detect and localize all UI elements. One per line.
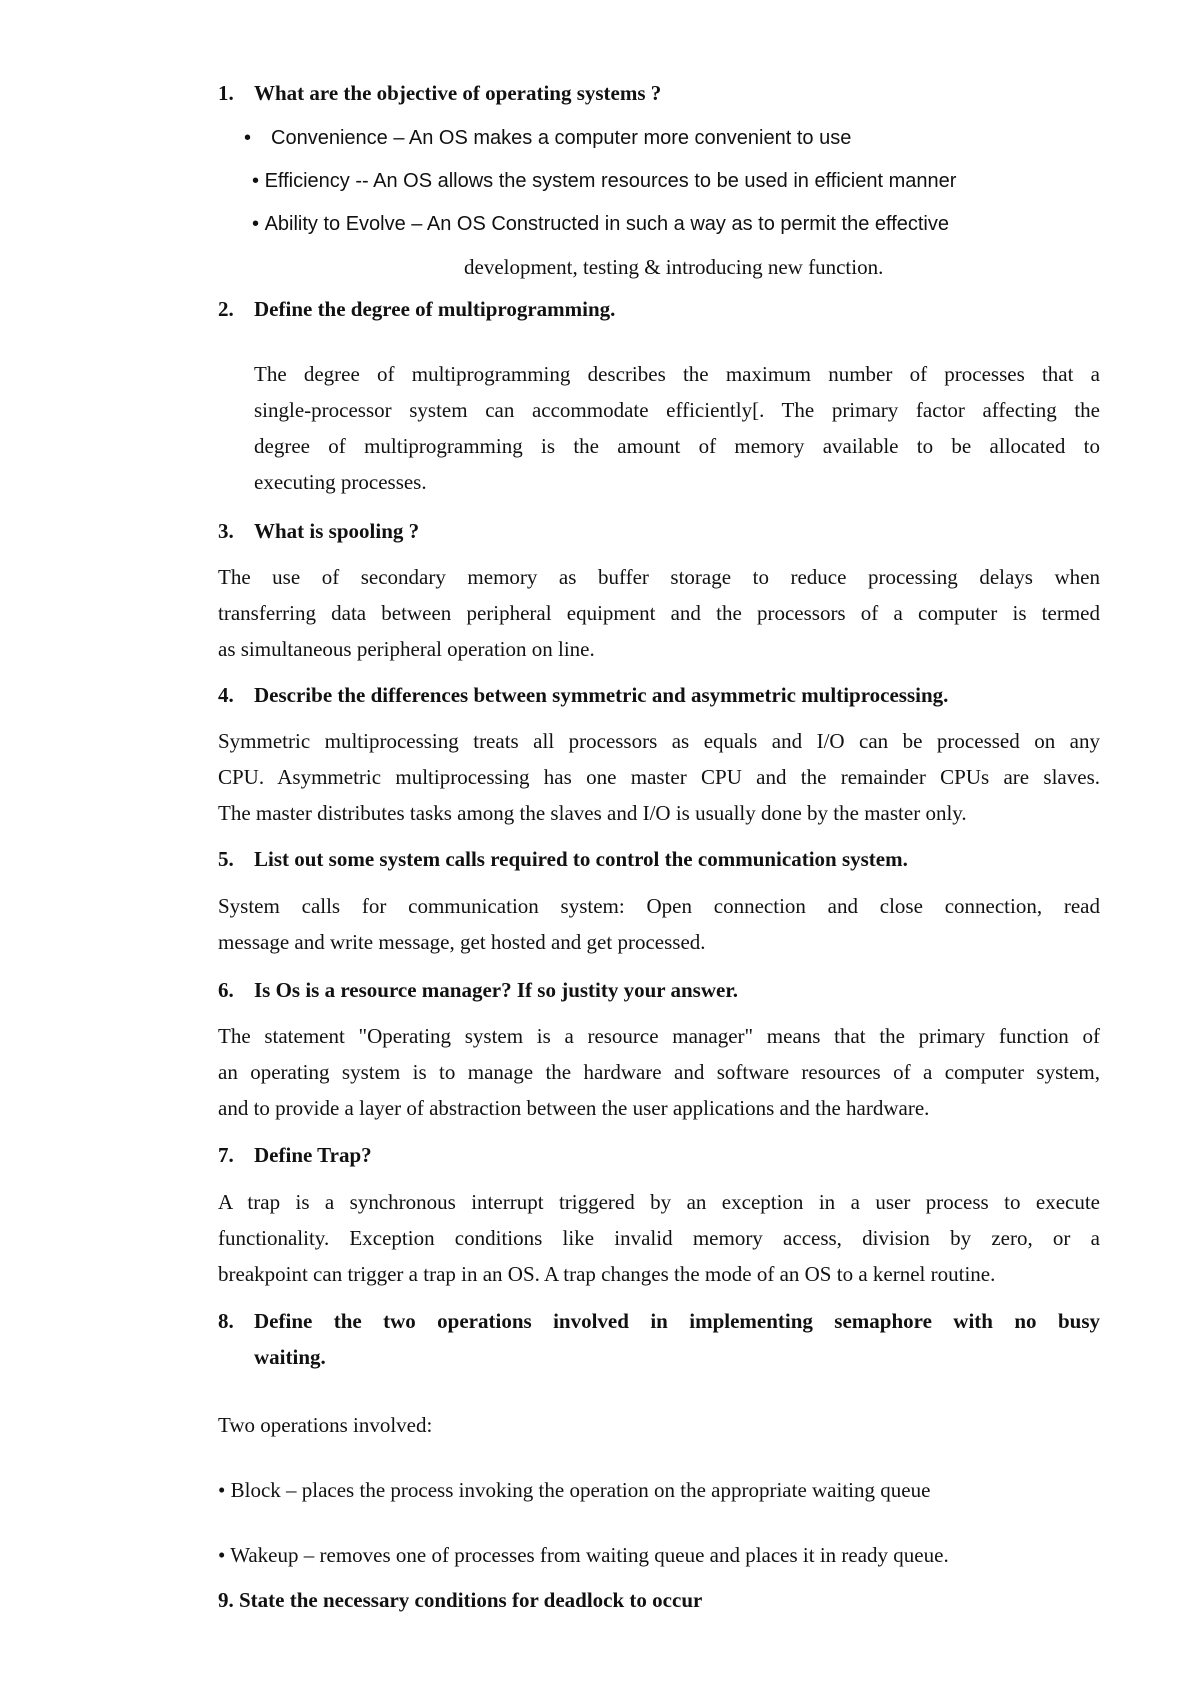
question-number: 9.	[218, 1588, 234, 1612]
question-8-heading	[218, 1307, 254, 1335]
question-9-heading	[218, 1586, 702, 1614]
question-title: Is Os is a resource manager? If so justity your answer.	[254, 978, 738, 1002]
question-title: Define the two operations involved in implementing semaphore with no busy	[254, 1309, 1100, 1333]
answer-line: single-processor system can accommodate efficiently[. The primary factor affecting the	[254, 398, 1100, 422]
question-number: 7.	[218, 1143, 234, 1167]
question-3-heading	[218, 517, 419, 545]
list-item: • Wakeup – removes one of processes from waiting queue and places it in ready queue.	[218, 1543, 949, 1567]
list-item: • Block – places the process invoking the operation on the appropriate waiting queue	[218, 1478, 931, 1502]
list-item	[252, 167, 956, 195]
answer-intro: Two operations involved:	[218, 1413, 433, 1437]
question-number: 5.	[218, 847, 234, 871]
answer-line: A trap is a synchronous interrupt triggered by an exception in a user process to execute	[218, 1190, 1100, 1214]
answer-line: The use of secondary memory as buffer storage to reduce processing delays when	[218, 565, 1100, 589]
question-title: Describe the differences between symmetric and asymmetric multiprocessing.	[254, 683, 949, 707]
answer-line: The statement "Operating system is a resource manager" means that the primary function of	[218, 1024, 1100, 1048]
question-title: Define the degree of multiprogramming.	[254, 297, 616, 321]
question-title: Define Trap?	[254, 1143, 372, 1167]
question-7-heading	[218, 1141, 372, 1169]
answer-line: breakpoint can trigger a trap in an OS. A trap changes the mode of an OS to a kernel routine.	[218, 1262, 996, 1286]
list-item	[252, 210, 949, 238]
answer-line: degree of multiprogramming is the amount of memory available to be allocated to	[254, 434, 1100, 458]
bullet-icon: •	[244, 127, 252, 149]
continuation-text: development, testing & introducing new function.	[464, 255, 884, 279]
bullet-icon: •	[252, 213, 260, 235]
question-6-heading	[218, 976, 738, 1004]
question-2-heading	[218, 295, 615, 323]
question-number: 6.	[218, 978, 234, 1002]
question-number: 4.	[218, 683, 234, 707]
answer-line: as simultaneous peripheral operation on line.	[218, 637, 595, 661]
question-1-heading	[218, 79, 661, 107]
answer-line: The master distributes tasks among the slaves and I/O is usually done by the master only.	[218, 801, 967, 825]
question-title: What are the objective of operating systems ?	[254, 81, 662, 105]
answer-line: The degree of multiprogramming describes the maximum number of processes that a	[254, 362, 1100, 386]
question-4-heading	[218, 681, 948, 709]
question-title: State the necessary conditions for deadlock to occur	[239, 1588, 703, 1612]
answer-line: and to provide a layer of abstraction between the user applications and the hardware.	[218, 1096, 930, 1120]
answer-line: System calls for communication system: Open connection and close connection, read	[218, 894, 1100, 918]
answer-line: executing processes.	[254, 470, 427, 494]
question-number: 2.	[218, 297, 234, 321]
answer-line: transferring data between peripheral equipment and the processors of a computer is termed	[218, 601, 1100, 625]
answer-line: message and write message, get hosted and get processed.	[218, 930, 706, 954]
bullet-text: Efficiency -- An OS allows the system resources to be used in efficient manner	[264, 170, 957, 192]
answer-line: Symmetric multiprocessing treats all processors as equals and I/O can be processed on any	[218, 729, 1100, 753]
question-number: 8.	[218, 1309, 234, 1333]
bullet-text: Ability to Evolve – An OS Constructed in such a way as to permit the effective	[264, 213, 949, 235]
question-number: 1.	[218, 81, 234, 105]
question-title: List out some system calls required to control the communication system.	[254, 847, 908, 871]
list-item	[244, 124, 851, 152]
question-title-continuation: waiting.	[254, 1345, 326, 1369]
question-5-heading	[218, 845, 908, 873]
question-title: What is spooling ?	[254, 519, 420, 543]
answer-line: an operating system is to manage the hardware and software resources of a computer system,	[218, 1060, 1100, 1084]
answer-line: CPU. Asymmetric multiprocessing has one master CPU and the remainder CPUs are slaves.	[218, 765, 1100, 789]
bullet-icon: •	[252, 170, 260, 192]
answer-line: functionality. Exception conditions like invalid memory access, division by zero, or a	[218, 1226, 1100, 1250]
question-number: 3.	[218, 519, 234, 543]
bullet-text: Convenience – An OS makes a computer more convenient to use	[271, 127, 852, 149]
